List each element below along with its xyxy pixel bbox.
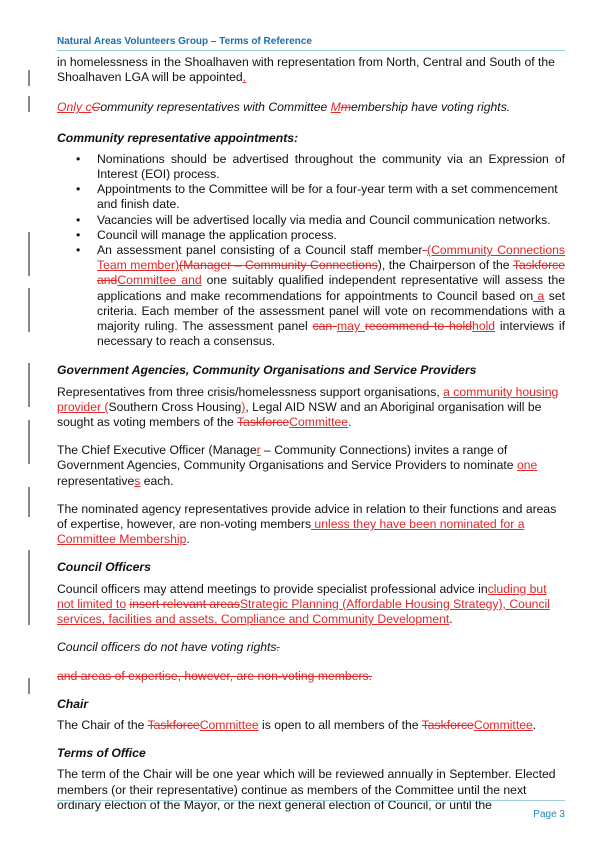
list-item: • Council will manage the application process. <box>57 228 565 243</box>
deletion: Taskforce and <box>97 258 565 288</box>
deletion: Taskforce <box>147 717 200 732</box>
text: embership have voting rights. <box>350 100 511 115</box>
insertion: Committee <box>199 717 259 732</box>
text: representative <box>57 473 135 488</box>
section-heading: Government Agencies, Community Organisations and Service Providers <box>57 363 477 378</box>
list-item: • Nominations should be advertised throughout the community via an Expression of Interest (EOI) process. <box>57 152 565 182</box>
text: Representatives from three crisis/homelessness support organisations, <box>57 384 444 399</box>
deletion: (Manager – Community Connections <box>179 258 378 273</box>
insertion: Committee <box>289 415 349 430</box>
nominated-paragraph <box>57 502 565 548</box>
insertion: hold <box>472 319 496 334</box>
change-bar <box>28 232 30 276</box>
text: Council officers do not have voting rights <box>57 640 277 655</box>
text: Southern Cross Housing <box>108 399 242 414</box>
text: one suitably qualified independent representative will assess the applications and make recommendations for appointments to Council based on <box>97 273 565 303</box>
change-bar <box>28 678 30 694</box>
insertion: Strategic Planning (Affordable Housing Strategy), Council services, facilities and assets, Compliance and Community Development <box>57 596 550 627</box>
deletion: Taskforce <box>236 415 290 430</box>
text: . <box>449 612 453 627</box>
insertion: unless they have been nominated for a Committee Membership <box>57 517 525 547</box>
change-bar <box>28 420 30 464</box>
appointment-list <box>57 152 565 350</box>
text: . <box>186 532 190 547</box>
insertion: one <box>516 458 538 473</box>
text: The Chair of the <box>57 717 148 732</box>
text: . <box>348 415 352 430</box>
voting-rights-paragraph <box>57 640 565 655</box>
text: – Community Connections) invites a range of Government Agencies, Community Organisations and Service Providers to nominate <box>57 443 517 473</box>
list-item: • Vacancies will be advertised locally via media and Council communication networks. <box>57 213 565 228</box>
insertion: Committee <box>473 717 533 732</box>
voting-paragraph <box>57 100 565 115</box>
text: is open to all members of the <box>258 717 422 732</box>
agencies-paragraph <box>57 385 565 431</box>
list-item <box>57 243 565 349</box>
change-bar <box>28 487 30 517</box>
insertion: cluding but not limited to <box>57 581 547 611</box>
deleted-paragraph: and areas of expertise, however, are non-voting members. <box>57 668 373 683</box>
insertion: r <box>256 443 261 458</box>
text: The nominated agency representatives provide advice in relation to their functions and areas of expertise, however, are non-voting members <box>57 501 557 532</box>
document-body <box>57 55 565 813</box>
section-heading: Community representative appointments: <box>57 130 299 145</box>
insertion: may <box>337 319 365 334</box>
text: in homelessness in the Shoalhaven with representation from North, Central and South of the Shoalhaven LGA will be appointed <box>57 55 555 85</box>
change-bar <box>28 96 30 112</box>
insertion: ) <box>241 399 246 414</box>
insertion: s <box>134 473 141 488</box>
change-bar <box>28 288 30 332</box>
change-bar <box>28 363 30 407</box>
section-heading: Terms of Office <box>57 746 146 761</box>
change-bar <box>28 550 30 625</box>
insertion: Committee and <box>117 273 202 288</box>
deletion: recommend to hold <box>364 319 473 334</box>
intro-paragraph <box>57 55 565 85</box>
text: interviews if necessary to reach a consensus. <box>97 319 565 349</box>
insertion: Only c <box>57 100 92 115</box>
deletion: can <box>312 319 338 334</box>
text: Council officers may attend meetings to provide specialist professional advice in <box>57 581 488 596</box>
officers-paragraph <box>57 582 565 628</box>
text: set criteria. Each member of the assessment panel will vote on recommendations with a majority ruling. The assessment panel <box>97 288 565 334</box>
chair-paragraph <box>57 718 565 733</box>
section-heading: Council Officers <box>57 560 151 575</box>
insertion: M <box>330 100 341 115</box>
text: , Legal AID NSW and an Aboriginal organisation will be sought as voting members of the <box>57 399 542 430</box>
text: ommunity representatives with Committee <box>100 100 331 115</box>
change-bar <box>28 70 30 86</box>
deletion: C <box>91 100 101 115</box>
document-header: Natural Areas Volunteers Group – Terms of Reference <box>57 36 565 51</box>
text: each. <box>140 473 174 488</box>
list-item: • Appointments to the Committee will be for a four-year term with a set commencement and finish date. <box>57 182 565 212</box>
insertion: a <box>533 288 545 303</box>
terms-paragraph: The term of the Chair will be one year which will be reviewed annually in September. Elected members (or their representative) continue as members of the Committee until the next ordinary election of the Mayor, or the next general election of Council, or until the <box>57 767 556 812</box>
deletion: Taskforce <box>421 717 474 732</box>
text: ), the Chairperson of the <box>377 258 513 273</box>
text: The Chief Executive Officer (Manage <box>57 443 257 458</box>
insertion: . <box>242 70 247 85</box>
deletion: . <box>276 640 280 655</box>
text: An assessment panel consisting of a Council staff member <box>97 243 423 258</box>
insertion: a community housing provider ( <box>57 384 559 414</box>
insertion: (Community Connections Team member) <box>97 243 566 273</box>
deletion: m <box>340 100 351 115</box>
deletion: insert relevant areas <box>129 596 240 611</box>
page-number: Page 3 <box>533 809 565 820</box>
ceo-paragraph <box>57 443 565 489</box>
footer-rule <box>57 800 565 801</box>
text: . <box>532 717 537 732</box>
section-heading: Chair <box>57 696 89 711</box>
